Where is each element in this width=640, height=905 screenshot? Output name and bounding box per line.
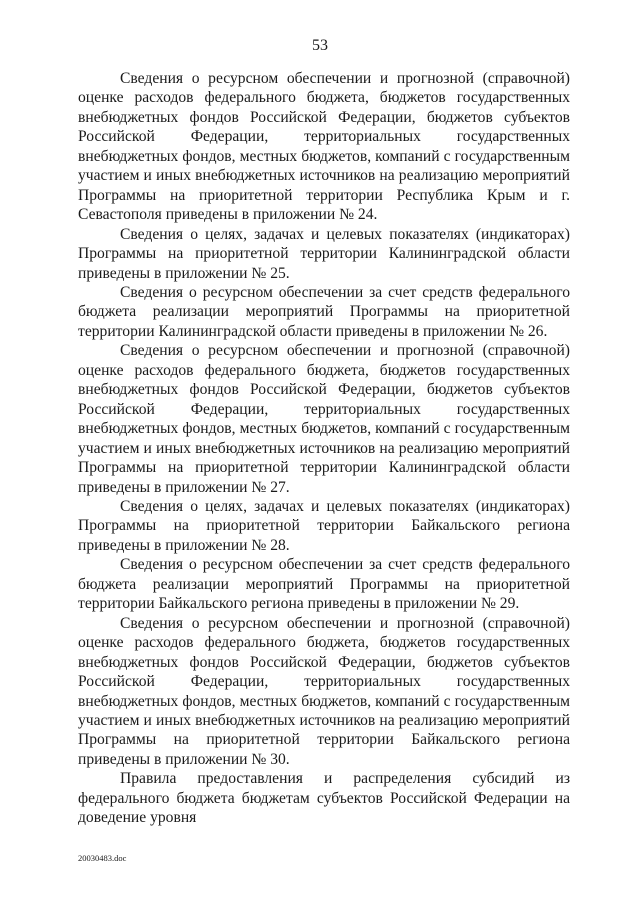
paragraph-appendix-29: Сведения о ресурсном обеспечении за счет средств федерального бюджета реализации мероприятий Программы на приоритетной территории Байкальского региона приведены в приложении № 29. xyxy=(78,556,570,613)
document-body xyxy=(78,69,570,828)
footer-doc-id: 20030483.doc xyxy=(78,853,127,863)
paragraph-appendix-30: Сведения о ресурсном обеспечении и прогнозной (справочной) оценке расходов федерального бюджета, бюджетов государственных внебюджетных фондов Российской Федерации, бюджетов субъектов Российской Федерации, территориальных государственных внебюджетных фондов, местных бюджетов, компаний с государственным участием и иных внебюджетных источников на реализацию мероприятий Программы на приоритетной территории Байкальского региона приведены в приложении № 30. xyxy=(78,614,570,768)
paragraph-appendix-26: Сведения о ресурсном обеспечении за счет средств федерального бюджета реализации мероприятий Программы на приоритетной территории Калининградской области приведены в приложении № 26. xyxy=(78,283,570,340)
paragraph-appendix-27: Сведения о ресурсном обеспечении и прогнозной (справочной) оценке расходов федерального бюджета, бюджетов государственных внебюджетных фондов Российской Федерации, бюджетов субъектов Российской Федерации, территориальных государственных внебюджетных фондов, местных бюджетов, компаний с государственным участием и иных внебюджетных источников на реализацию мероприятий Программы на приоритетной территории Калининградской области приведены в приложении № 27. xyxy=(78,342,570,496)
paragraph-subsidy-rules: Правила предоставления и распределения субсидий из федерального бюджета бюджетам субъектов Российской Федерации на доведение уровня xyxy=(78,770,570,827)
page-number: 53 xyxy=(312,37,328,54)
paragraph-appendix-24: Сведения о ресурсном обеспечении и прогнозной (справочной) оценке расходов федерального бюджета, бюджетов государственных внебюджетных фондов Российской Федерации, бюджетов субъектов Российской Федерации, территориальных государственных внебюджетных фондов, местных бюджетов, компаний с государственным участием и иных внебюджетных источников на реализацию мероприятий Программы на приоритетной территории Республика Крым и г. Севастополя приведены в приложении № 24. xyxy=(78,70,570,224)
paragraph-appendix-25: Сведения о целях, задачах и целевых показателях (индикаторах) Программы на приоритетной территории Калининградской области приведены в приложении № 25. xyxy=(78,225,570,282)
paragraph-appendix-28: Сведения о целях, задачах и целевых показателях (индикаторах) Программы на приоритетной территории Байкальского региона приведены в приложении № 28. xyxy=(78,497,570,554)
